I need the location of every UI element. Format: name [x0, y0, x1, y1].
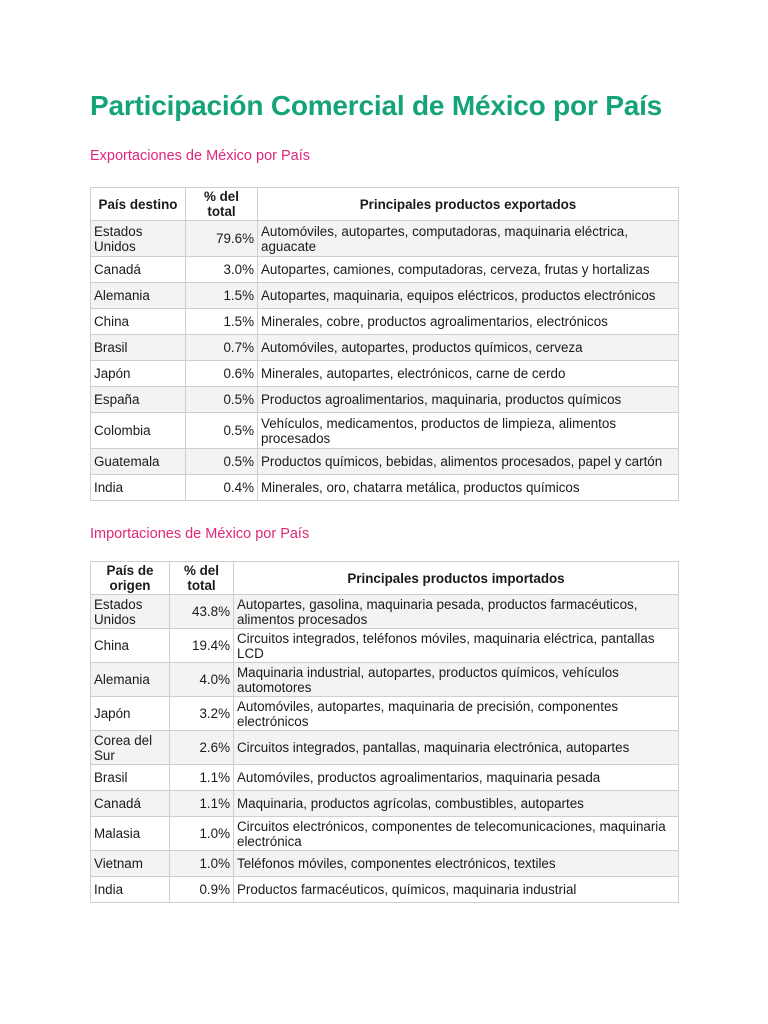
- products-cell: Productos farmacéuticos, químicos, maquinaria industrial: [234, 877, 679, 903]
- country-cell: China: [91, 629, 170, 663]
- products-cell: Teléfonos móviles, componentes electrónicos, textiles: [234, 851, 679, 877]
- exports-table: [90, 187, 679, 501]
- products-cell: Autopartes, maquinaria, equipos eléctricos, productos electrónicos: [258, 283, 679, 309]
- column-header-percent: % del total: [170, 562, 234, 595]
- products-cell: Circuitos integrados, teléfonos móviles, maquinaria eléctrica, pantallas LCD: [234, 629, 679, 663]
- percent-cell: 0.6%: [186, 361, 258, 387]
- table-row: [91, 877, 679, 903]
- country-cell: Estados Unidos: [91, 595, 170, 629]
- imports-heading: Importaciones de México por País: [90, 526, 310, 542]
- country-cell: Brasil: [91, 765, 170, 791]
- percent-cell: 19.4%: [170, 629, 234, 663]
- column-header-country: País de origen: [91, 562, 170, 595]
- percent-cell: 3.0%: [186, 257, 258, 283]
- table-row: [91, 309, 679, 335]
- table-row: [91, 791, 679, 817]
- country-cell: Guatemala: [91, 449, 186, 475]
- products-cell: Minerales, cobre, productos agroalimentarios, electrónicos: [258, 309, 679, 335]
- imports-table-body: [91, 595, 679, 903]
- country-cell: Colombia: [91, 413, 186, 449]
- products-cell: Vehículos, medicamentos, productos de limpieza, alimentos procesados: [258, 413, 679, 449]
- table-row: [91, 595, 679, 629]
- percent-cell: 0.5%: [186, 387, 258, 413]
- table-row: [91, 697, 679, 731]
- table-row: [91, 449, 679, 475]
- country-cell: Alemania: [91, 283, 186, 309]
- exports-heading: Exportaciones de México por País: [90, 148, 311, 164]
- column-header-percent: % del total: [186, 188, 258, 221]
- country-cell: España: [91, 387, 186, 413]
- imports-header-row: [91, 562, 679, 595]
- percent-cell: 43.8%: [170, 595, 234, 629]
- products-cell: Minerales, oro, chatarra metálica, productos químicos: [258, 475, 679, 501]
- percent-cell: 0.4%: [186, 475, 258, 501]
- percent-cell: 4.0%: [170, 663, 234, 697]
- table-row: [91, 663, 679, 697]
- country-cell: India: [91, 475, 186, 501]
- table-row: [91, 851, 679, 877]
- country-cell: Vietnam: [91, 851, 170, 877]
- products-cell: Circuitos electrónicos, componentes de telecomunicaciones, maquinaria electrónica: [234, 817, 679, 851]
- table-row: [91, 731, 679, 765]
- table-row: [91, 817, 679, 851]
- exports-table-body: [91, 221, 679, 501]
- products-cell: Minerales, autopartes, electrónicos, carne de cerdo: [258, 361, 679, 387]
- country-cell: Japón: [91, 361, 186, 387]
- imports-table: [90, 561, 679, 903]
- products-cell: Maquinaria industrial, autopartes, productos químicos, vehículos automotores: [234, 663, 679, 697]
- country-cell: Corea del Sur: [91, 731, 170, 765]
- percent-cell: 0.5%: [186, 413, 258, 449]
- percent-cell: 1.1%: [170, 791, 234, 817]
- table-row: [91, 221, 679, 257]
- country-cell: Japón: [91, 697, 170, 731]
- percent-cell: 0.9%: [170, 877, 234, 903]
- percent-cell: 1.5%: [186, 309, 258, 335]
- table-row: [91, 475, 679, 501]
- country-cell: Canadá: [91, 257, 186, 283]
- table-row: [91, 257, 679, 283]
- country-cell: Brasil: [91, 335, 186, 361]
- products-cell: Automóviles, autopartes, computadoras, maquinaria eléctrica, aguacate: [258, 221, 679, 257]
- percent-cell: 0.5%: [186, 449, 258, 475]
- country-cell: Estados Unidos: [91, 221, 186, 257]
- country-cell: India: [91, 877, 170, 903]
- percent-cell: 0.7%: [186, 335, 258, 361]
- table-row: [91, 283, 679, 309]
- country-cell: China: [91, 309, 186, 335]
- percent-cell: 3.2%: [170, 697, 234, 731]
- country-cell: Alemania: [91, 663, 170, 697]
- percent-cell: 1.0%: [170, 851, 234, 877]
- products-cell: Automóviles, autopartes, productos químicos, cerveza: [258, 335, 679, 361]
- percent-cell: 2.6%: [170, 731, 234, 765]
- column-header-products: Principales productos importados: [234, 562, 679, 595]
- table-row: [91, 335, 679, 361]
- table-row: [91, 361, 679, 387]
- column-header-products: Principales productos exportados: [258, 188, 679, 221]
- products-cell: Maquinaria, productos agrícolas, combustibles, autopartes: [234, 791, 679, 817]
- products-cell: Automóviles, autopartes, maquinaria de precisión, componentes electrónicos: [234, 697, 679, 731]
- percent-cell: 1.0%: [170, 817, 234, 851]
- products-cell: Productos agroalimentarios, maquinaria, productos químicos: [258, 387, 679, 413]
- country-cell: Malasia: [91, 817, 170, 851]
- products-cell: Autopartes, gasolina, maquinaria pesada, productos farmacéuticos, alimentos procesados: [234, 595, 679, 629]
- table-row: [91, 629, 679, 663]
- percent-cell: 79.6%: [186, 221, 258, 257]
- products-cell: Autopartes, camiones, computadoras, cerveza, frutas y hortalizas: [258, 257, 679, 283]
- percent-cell: 1.5%: [186, 283, 258, 309]
- products-cell: Circuitos integrados, pantallas, maquinaria electrónica, autopartes: [234, 731, 679, 765]
- column-header-country: País destino: [91, 188, 186, 221]
- products-cell: Productos químicos, bebidas, alimentos procesados, papel y cartón: [258, 449, 679, 475]
- table-row: [91, 413, 679, 449]
- products-cell: Automóviles, productos agroalimentarios, maquinaria pesada: [234, 765, 679, 791]
- page-title: Participación Comercial de México por País: [90, 90, 663, 121]
- percent-cell: 1.1%: [170, 765, 234, 791]
- table-row: [91, 765, 679, 791]
- exports-header-row: [91, 188, 679, 221]
- table-row: [91, 387, 679, 413]
- country-cell: Canadá: [91, 791, 170, 817]
